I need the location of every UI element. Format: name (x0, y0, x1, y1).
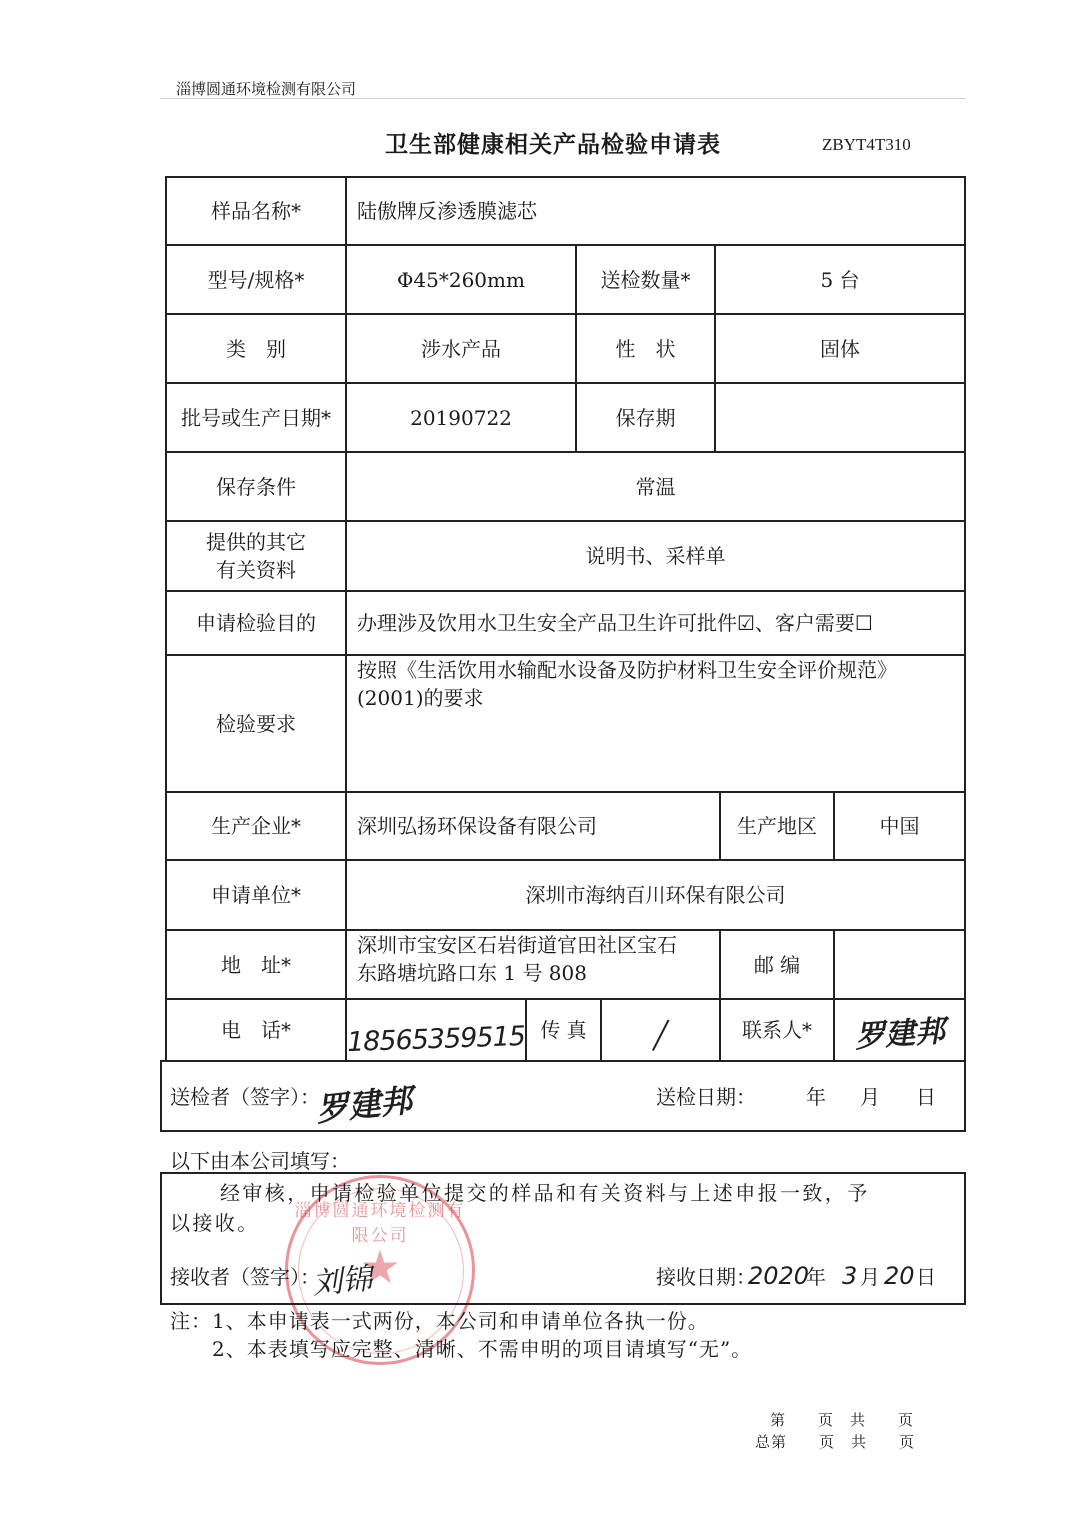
phone-value: 18565359515 (346, 1020, 526, 1059)
batch-value: 20190722 (345, 382, 577, 453)
requirement-label: 检验要求 (165, 654, 347, 793)
fax-value: / (649, 1011, 672, 1059)
send-date-year: 年 (806, 1085, 826, 1109)
sample-name-label: 样品名称* (165, 176, 347, 246)
batch-label: 批号或生产日期* (165, 382, 347, 453)
model-label: 型号/规格* (165, 244, 347, 315)
requirement-line-1: 按照《生活饮用水输配水设备及防护材料卫生安全评价规范》 (357, 658, 897, 682)
postcode-label: 邮 编 (719, 929, 835, 1000)
receive-date-label: 接收日期： (656, 1265, 756, 1289)
postcode-value (833, 929, 966, 1000)
requirement-line-2: (2001)的要求 (357, 686, 484, 710)
receive-year-value: 2020 (748, 1262, 810, 1290)
contact-label: 联系人* (719, 998, 835, 1062)
receiver-signature: 刘锦 (310, 1261, 374, 1302)
sender-label: 送检者（签字）： (170, 1085, 320, 1109)
note-1: 注：1、本申请表一式两份，本公司和申请单位各执一份。 (170, 1309, 709, 1333)
property-label: 性 状 (575, 313, 716, 384)
send-date-day: 日 (916, 1085, 936, 1109)
quantity-value: 5 台 (714, 244, 966, 315)
requirement-value (345, 654, 966, 793)
seal-star-icon: ★ (359, 1240, 401, 1294)
receive-day-value: 20 (884, 1262, 915, 1290)
receive-day-unit: 日 (916, 1265, 936, 1289)
address-line-2: 东路塘坑路口东 1 号 808 (357, 961, 587, 985)
other-docs-value: 说明书、采样单 (345, 520, 966, 592)
note-2: 2、本表填写应完整、清晰、不需申明的项目请填写“无”。 (212, 1337, 753, 1361)
category-label: 类 别 (165, 313, 347, 384)
applicant-label: 申请单位* (165, 859, 347, 931)
send-date-label: 送检日期： (656, 1085, 756, 1109)
total-page-number: 总第 页 共 页 (755, 1433, 916, 1451)
other-docs-label (165, 520, 347, 592)
receive-month-value: 3 (842, 1262, 858, 1290)
property-value: 固体 (714, 313, 966, 384)
manufacturer-label: 生产企业* (165, 791, 347, 861)
quantity-label: 送检数量* (575, 244, 716, 315)
phone-label: 电 话* (165, 998, 347, 1062)
other-docs-label-line-1: 提供的其它 (206, 530, 306, 554)
storage-label: 保存条件 (165, 451, 347, 522)
region-label: 生产地区 (719, 791, 835, 861)
office-intro: 以下由本公司填写： (170, 1149, 350, 1173)
contact-value-cell (833, 998, 966, 1062)
shelf-life-value (714, 382, 966, 453)
region-value: 中国 (833, 791, 966, 861)
contact-signature: 罗建邦 (853, 1013, 946, 1056)
seal-text: 淄博圆通环境检测有限公司 (294, 1201, 466, 1246)
company-name: 淄博圆通环境检测有限公司 (176, 80, 357, 98)
fax-value-cell (600, 998, 721, 1062)
phone-value-cell (345, 998, 527, 1062)
header-divider (160, 98, 966, 99)
send-date-month: 月 (860, 1085, 880, 1109)
purpose-label: 申请检验目的 (165, 590, 347, 656)
storage-value: 常温 (345, 451, 966, 522)
receive-month-unit: 月 (860, 1265, 880, 1289)
address-value (345, 929, 721, 1000)
address-line-1: 深圳市宝安区石岩街道官田社区宝石 (357, 933, 677, 957)
model-value: Φ45*260mm (345, 244, 577, 315)
form-code: ZBYT4T310 (822, 135, 911, 154)
receive-year-unit: 年 (806, 1265, 826, 1289)
other-docs-label-line-2: 有关资料 (216, 558, 296, 582)
address-label: 地 址* (165, 929, 347, 1000)
sender-signature: 罗建邦 (314, 1081, 414, 1129)
fax-label: 传 真 (525, 998, 602, 1062)
review-line-2: 以接收。 (170, 1211, 260, 1235)
review-line-1: 经审核，申请检验单位提交的样品和有关资料与上述申报一致，予 (220, 1181, 870, 1205)
purpose-value: 办理涉及饮用水卫生安全产品卫生许可批件☑、客户需要☐ (345, 590, 966, 656)
form-title: 卫生部健康相关产品检验申请表 (385, 132, 721, 158)
manufacturer-value: 深圳弘扬环保设备有限公司 (345, 791, 721, 861)
applicant-value: 深圳市海纳百川环保有限公司 (345, 859, 966, 931)
category-value: 涉水产品 (345, 313, 577, 384)
sample-name-value: 陆傲牌反渗透膜滤芯 (345, 176, 966, 246)
page-number: 第 页 共 页 (770, 1411, 915, 1429)
shelf-life-label: 保存期 (575, 382, 716, 453)
receiver-label: 接收者（签字）： (170, 1265, 320, 1289)
